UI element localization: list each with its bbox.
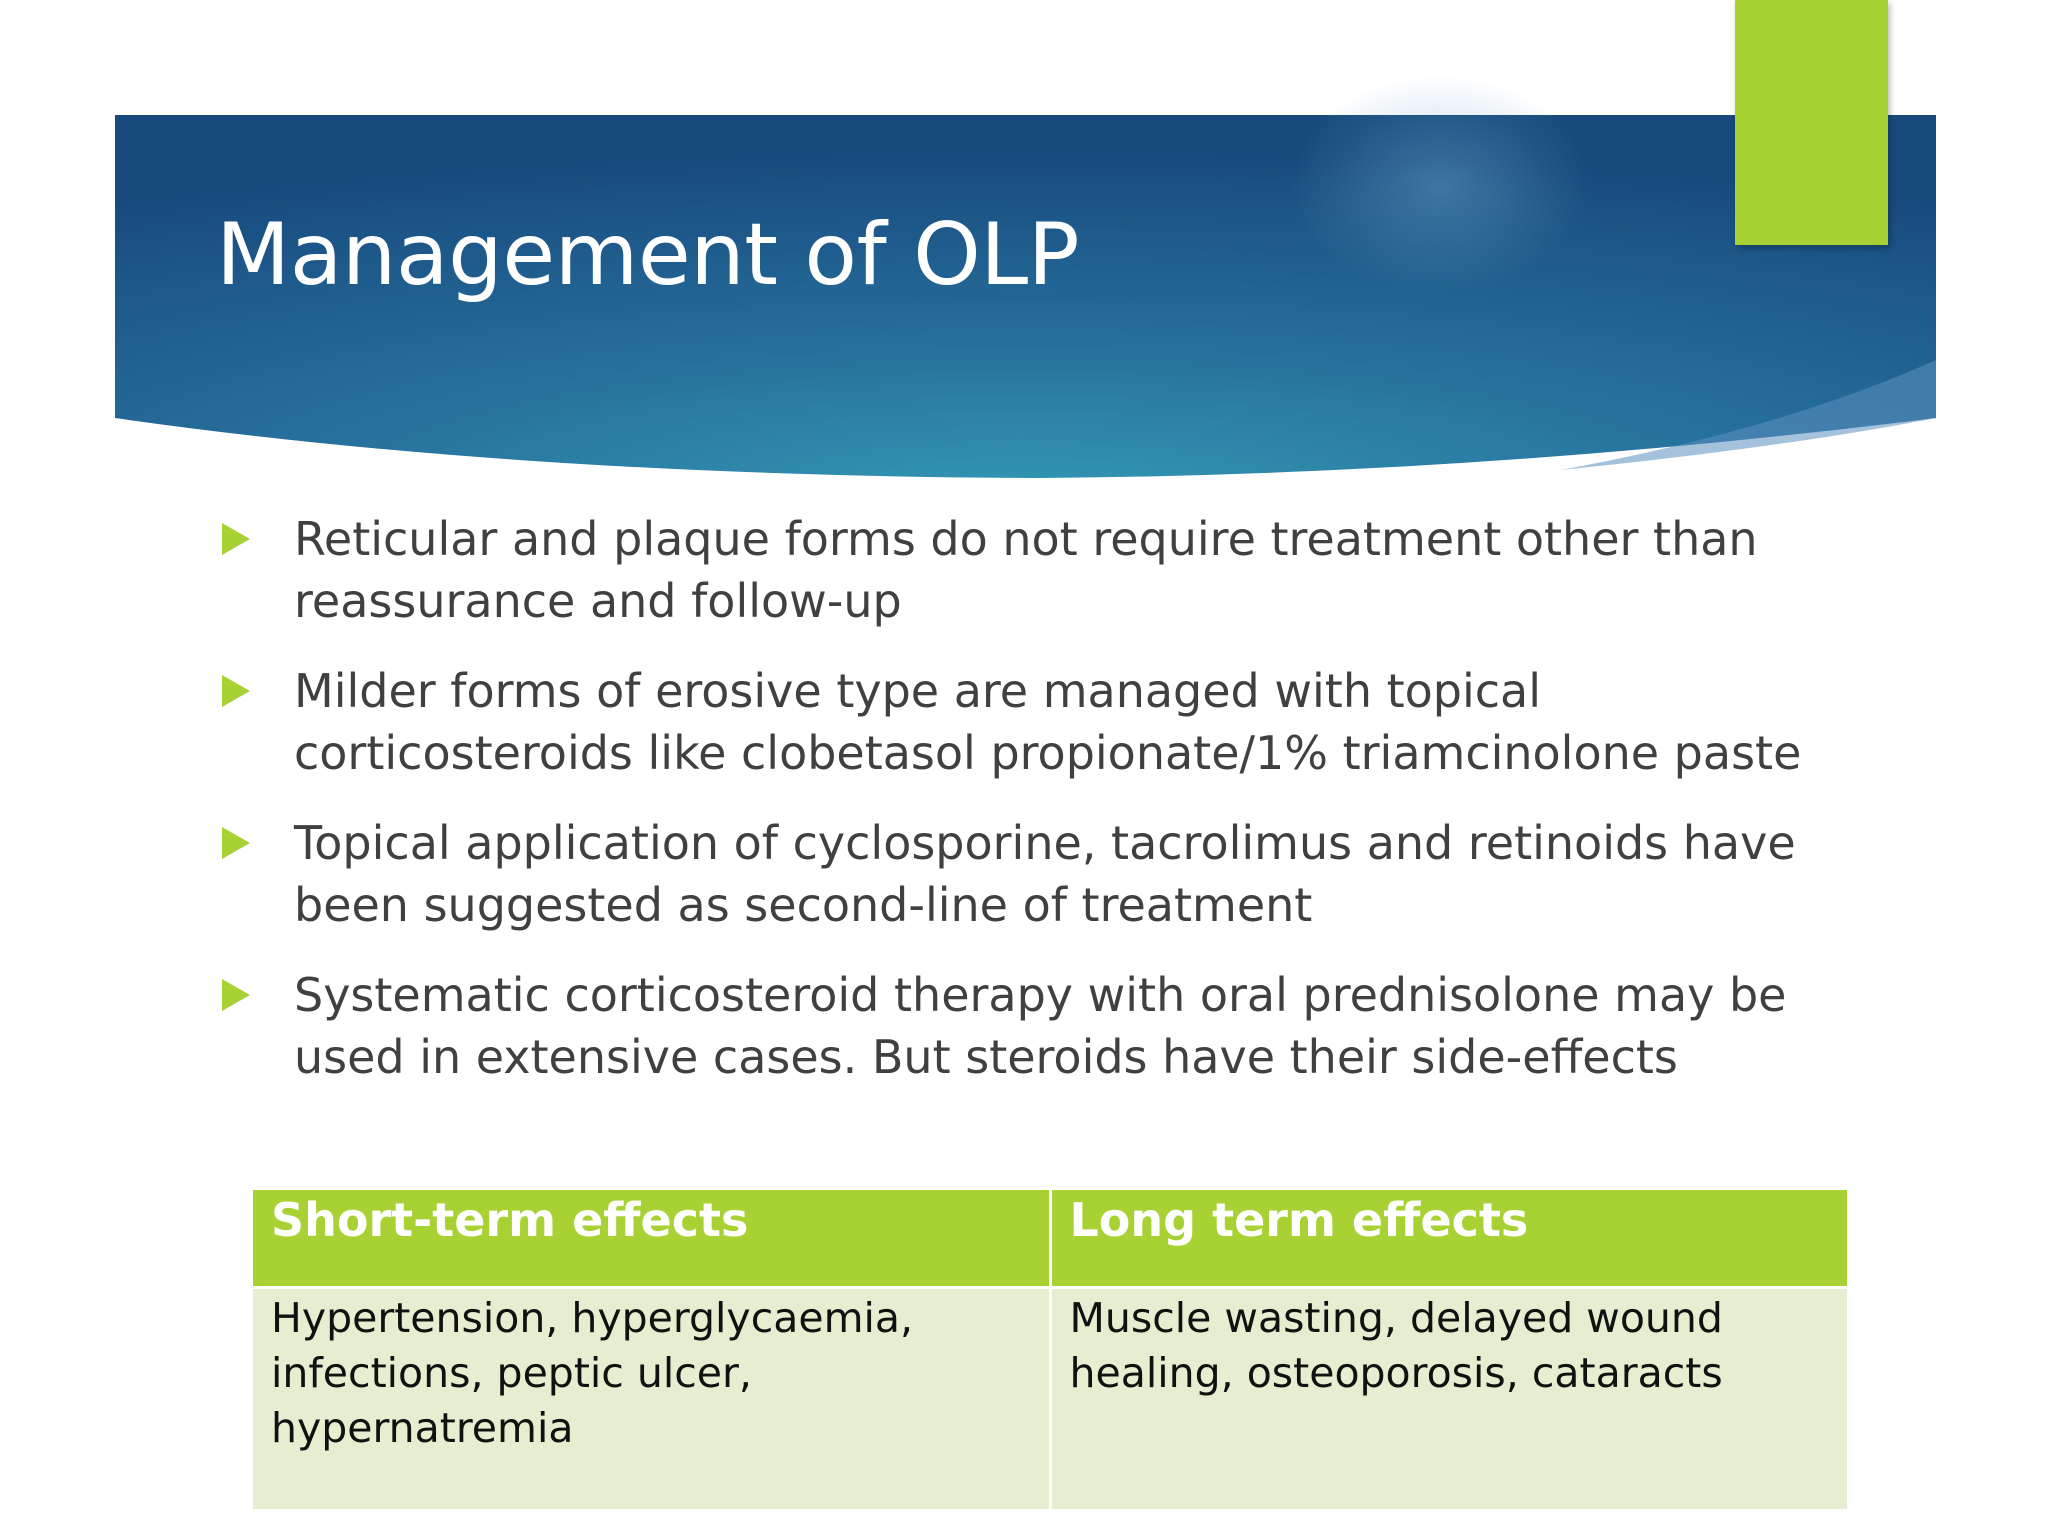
table-row: [252, 1288, 1849, 1511]
accent-tab: [1735, 0, 1888, 245]
bullet-text: Reticular and plaque forms do not require treatment other than reassurance and follow-up: [294, 512, 1758, 628]
triangle-right-icon: [222, 979, 250, 1011]
bullet-item: [214, 964, 1854, 1088]
table-header-long-term: Long term effects: [1050, 1189, 1849, 1288]
triangle-right-icon: [222, 523, 250, 555]
effects-table: [250, 1187, 1850, 1512]
table-cell-long-term: Muscle wasting, delayed wound healing, osteoporosis, cataracts: [1050, 1288, 1849, 1511]
bullet-item: [214, 660, 1854, 784]
bullet-text: Topical application of cyclosporine, tacrolimus and retinoids have been suggested as second-line of treatment: [294, 816, 1796, 932]
triangle-right-icon: [222, 827, 250, 859]
bullet-list: [214, 508, 1854, 1116]
table-cell-short-term: Hypertension, hyperglycaemia, infections, peptic ulcer, hypernatremia: [252, 1288, 1051, 1511]
triangle-right-icon: [222, 675, 250, 707]
table-header-row: [252, 1189, 1849, 1288]
bullet-item: [214, 508, 1854, 632]
table-header-short-term: Short-term effects: [252, 1189, 1051, 1288]
slide-title: Management of OLP: [216, 205, 1080, 305]
bullet-text: Systematic corticosteroid therapy with oral prednisolone may be used in extensive cases. But steroids have their side-effects: [294, 968, 1787, 1084]
bullet-text: Milder forms of erosive type are managed with topical corticosteroids like clobetasol propionate/1% triamcinolone paste: [294, 664, 1802, 780]
bullet-item: [214, 812, 1854, 936]
